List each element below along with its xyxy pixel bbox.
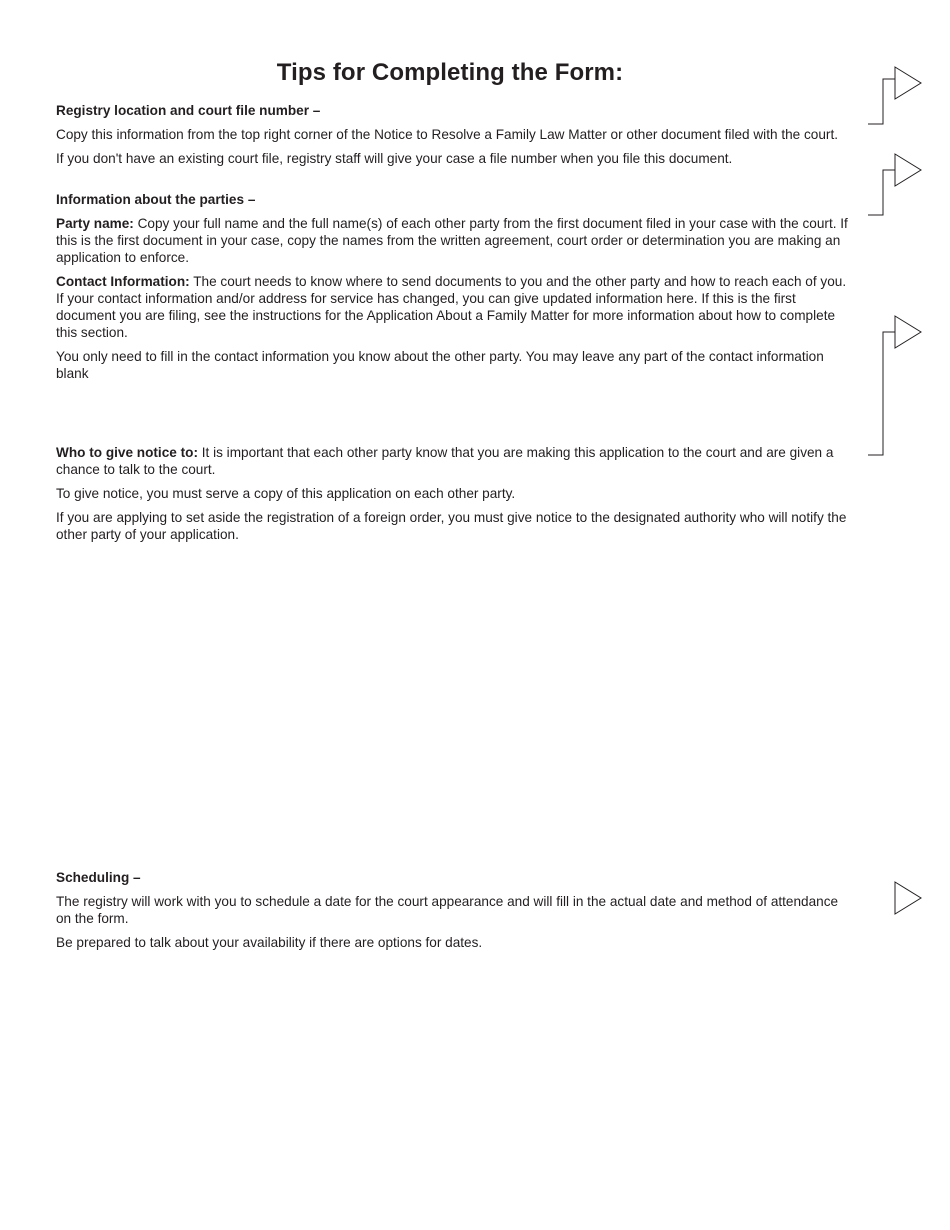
bracket-line <box>868 170 895 215</box>
registry-instructions: Copy this information from the top right corner of the Notice to Resolve a Family Law Matter or other document filed with the court. <box>56 127 838 142</box>
pointer-arrow-icon <box>895 67 921 99</box>
party-name-text: Copy your full name and the full name(s) of each other party from the first document filed in your case with the court. If this is the first document in your case, copy the names from the written agreement, court order or determination you are making an application to enforce. <box>56 216 848 265</box>
notice-section <box>56 444 848 550</box>
notice-foreign-order-note: If you are applying to set aside the registration of a foreign order, you must give notice to the designated authority who will notify the other party of your application. <box>56 510 847 542</box>
pointer-arrow-icon <box>895 882 921 914</box>
scheduling-section <box>56 869 848 958</box>
contact-info-blank-note: You only need to fill in the contact information you know about the other party. You may leave any part of the contact information blank <box>56 349 824 381</box>
notice-text: It is important that each other party know that you are making this application to the court and are given a chance to talk to the court. <box>56 445 834 477</box>
notice-tip <box>56 444 848 478</box>
notice-label: Who to give notice to: <box>56 445 198 460</box>
pointer-arrow-icon <box>895 154 921 186</box>
contact-info-text: The court needs to know where to send documents to you and the other party and how to reach each of you. If your contact information and/or address for service has changed, you can give updated information here. If this is the first document you are filing, see the instructions for the Application About a Family Matter for more information about how to complete this section. <box>56 274 847 340</box>
bracket-line <box>868 79 895 124</box>
party-name-label: Party name: <box>56 216 134 231</box>
margin-markers <box>860 0 950 1230</box>
parties-section <box>56 191 848 389</box>
page-title: Tips for Completing the Form: <box>276 59 624 86</box>
registry-section <box>56 102 848 174</box>
pointer-arrow-icon <box>895 316 921 348</box>
parties-heading: Information about the parties – <box>56 192 256 207</box>
notice-serve-note: To give notice, you must serve a copy of this application on each other party. <box>56 486 516 501</box>
scheduling-instructions: The registry will work with you to schedule a date for the court appearance and will fill in the actual date and method of attendance on the form. <box>56 894 839 926</box>
bracket-line <box>868 332 895 455</box>
registry-file-number-note: If you don't have an existing court file, registry staff will give your case a file number when you file this document. <box>56 151 733 166</box>
contact-info-label: Contact Information: <box>56 274 190 289</box>
registry-heading: Registry location and court file number – <box>56 103 321 118</box>
contact-info-tip <box>56 273 848 341</box>
scheduling-availability-note: Be prepared to talk about your availability if there are options for dates. <box>56 935 483 950</box>
scheduling-heading: Scheduling – <box>56 870 141 885</box>
party-name-tip <box>56 215 848 266</box>
